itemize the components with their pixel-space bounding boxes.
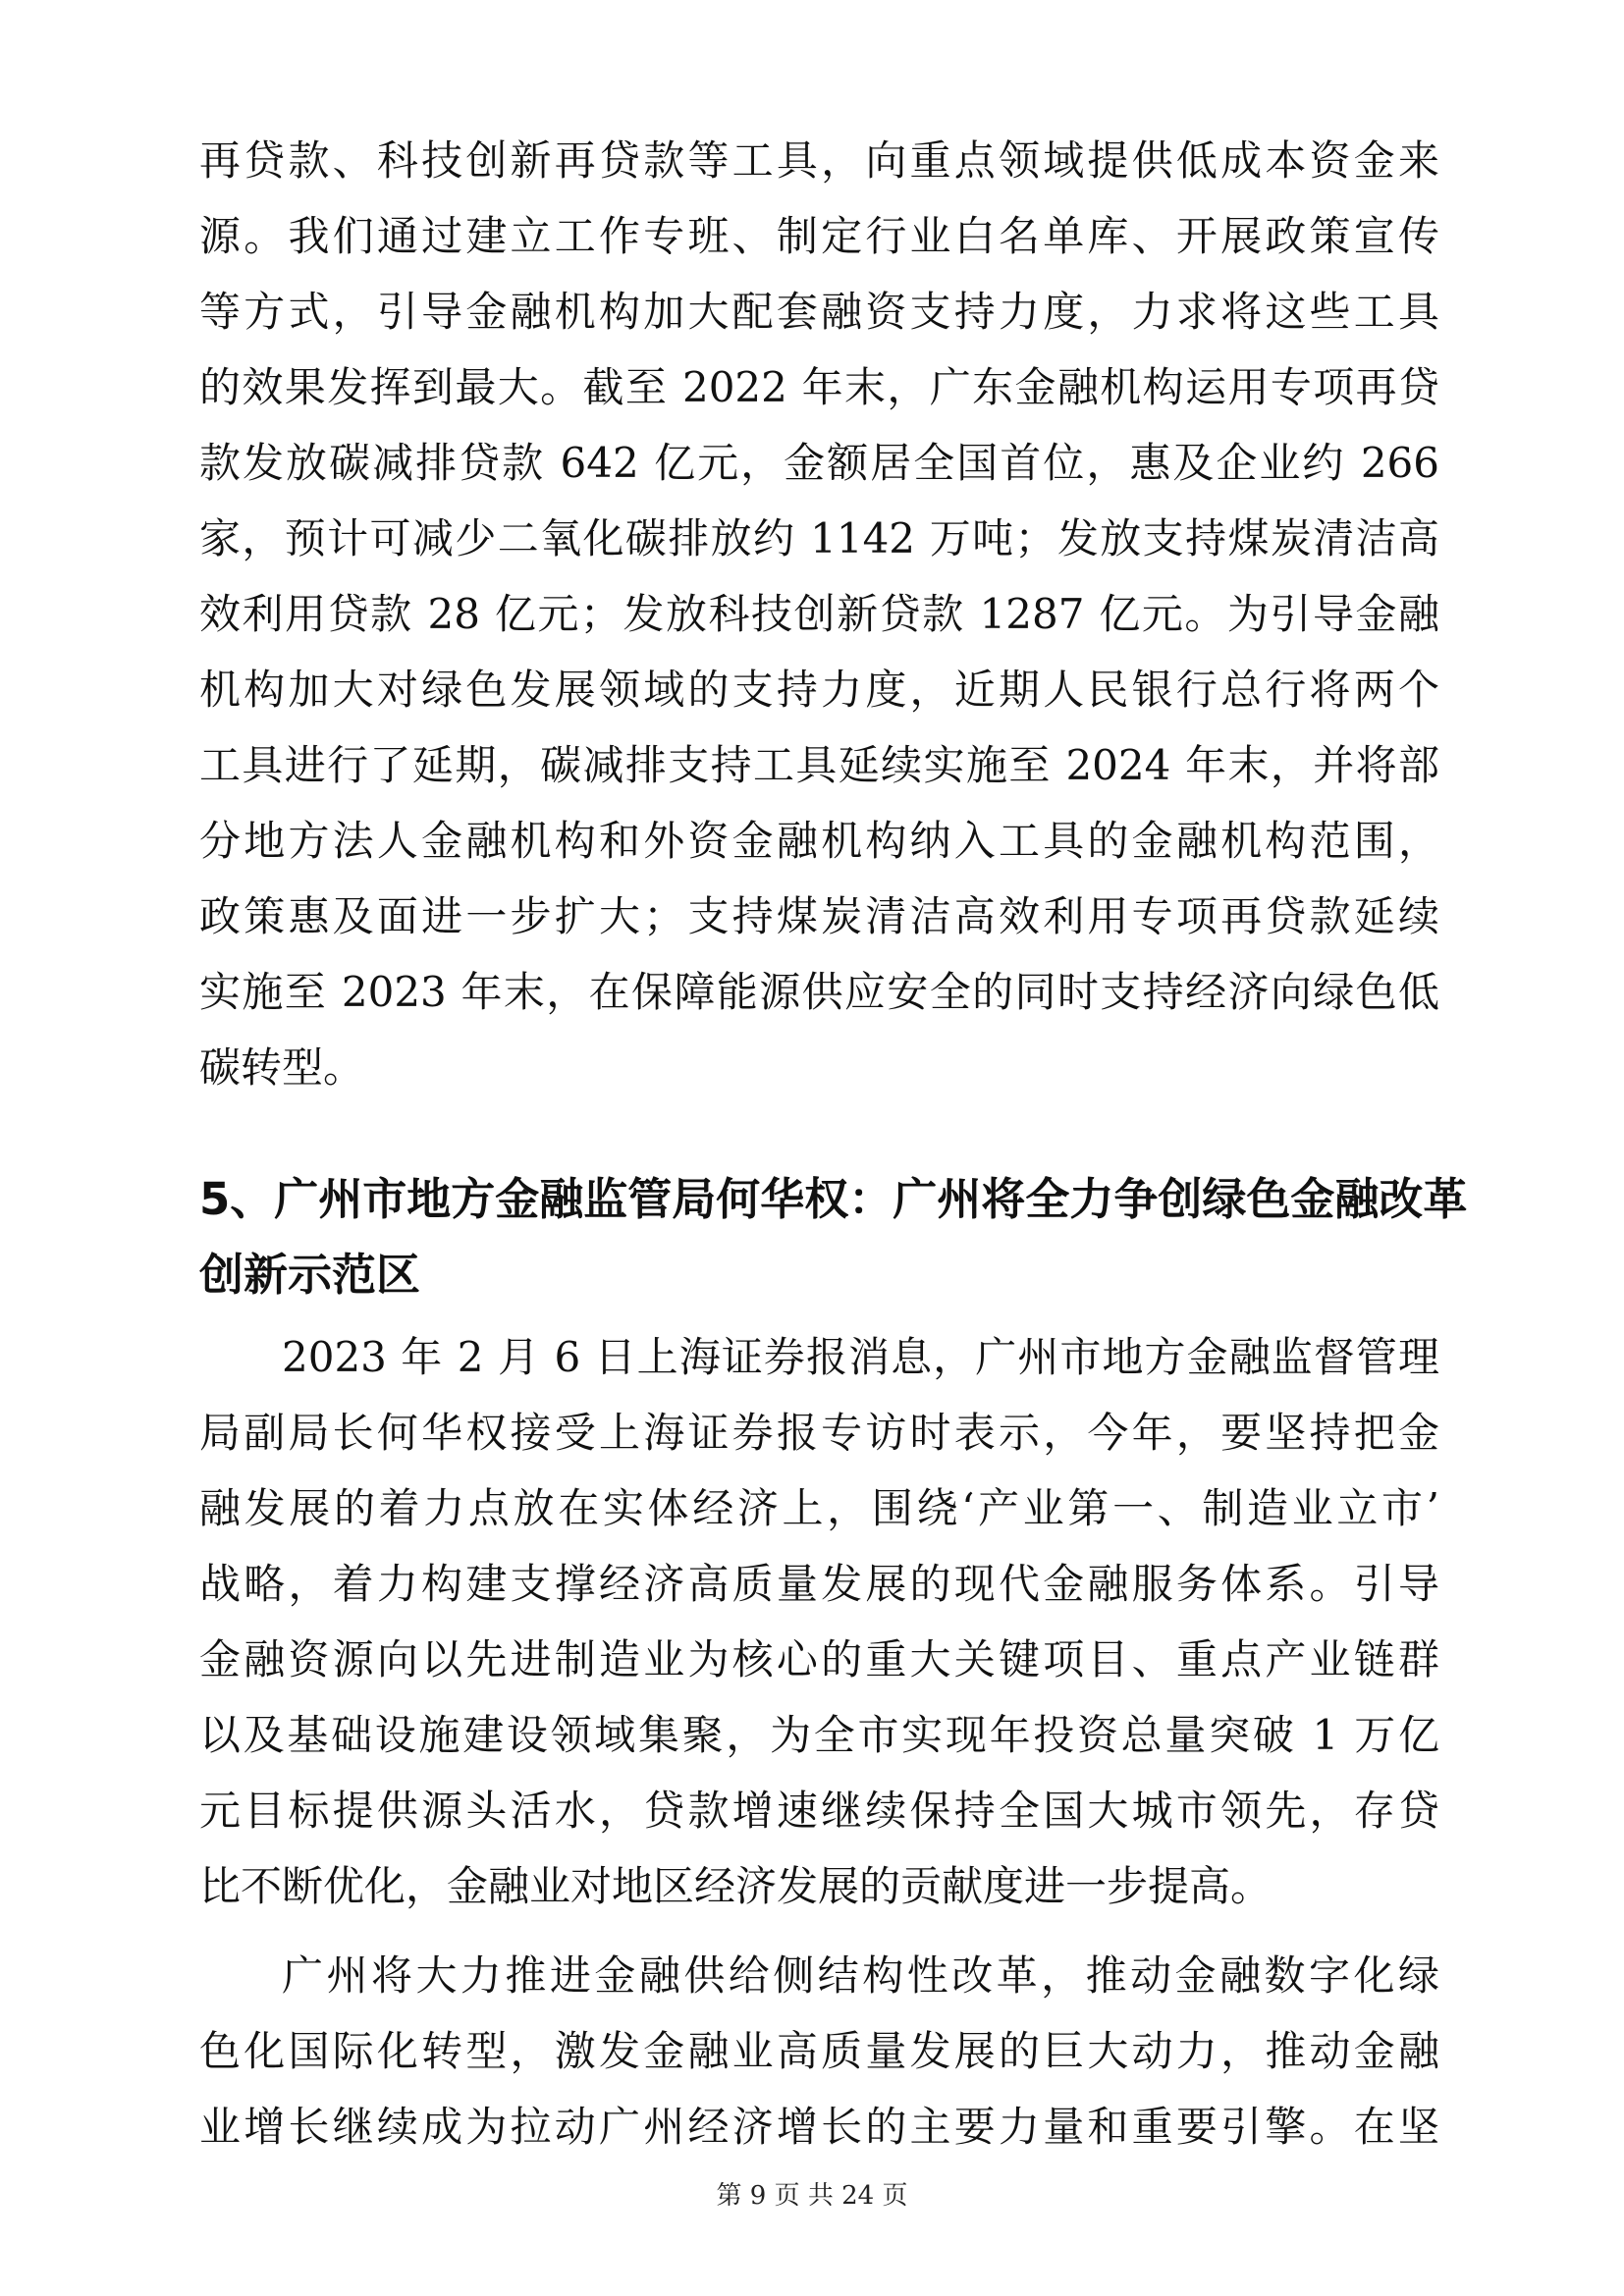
text-line: 等方式，引导金融机构加大配套融资支持力度，力求将这些工具 xyxy=(199,288,1439,336)
text-line: 比不断优化，金融业对地区经济发展的贡献度进一步提高。 xyxy=(199,1862,1272,1910)
text-line: 广州将大力推进金融供给侧结构性改革，推动金融数字化绿 xyxy=(282,1951,1439,2000)
heading-line: 5、广州市地方金融监管局何华权：广州将全力争创绿色金融改革 xyxy=(199,1173,1468,1225)
text-line: 局副局长何华权接受上海证券报专访时表示，今年，要坚持把金 xyxy=(199,1409,1439,1457)
text-line: 元目标提供源头活水，贷款增速继续保持全国大城市领先，存贷 xyxy=(199,1787,1439,1835)
text-line: 实施至 2023 年末，在保障能源供应安全的同时支持经济向绿色低 xyxy=(199,968,1439,1016)
text-line: 融发展的着力点放在实体经济上，围绕‘产业第一、制造业立市’ xyxy=(199,1484,1439,1532)
text-line: 工具进行了延期，碳减排支持工具延续实施至 2024 年末，并将部 xyxy=(199,741,1439,789)
text-line: 机构加大对绿色发展领域的支持力度，近期人民银行总行将两个 xyxy=(199,666,1439,714)
text-line: 战略，着力构建支撑经济高质量发展的现代金融服务体系。引导 xyxy=(199,1560,1439,1608)
text-line: 家，预计可减少二氧化碳排放约 1142 万吨；发放支持煤炭清洁高 xyxy=(199,514,1439,562)
text-line: 金融资源向以先进制造业为核心的重大关键项目、重点产业链群 xyxy=(199,1635,1439,1683)
page-number-footer: 第 9 页 共 24 页 xyxy=(716,2181,908,2211)
text-line: 业增长继续成为拉动广州经济增长的主要力量和重要引擎。在坚 xyxy=(199,2103,1439,2151)
text-line: 效利用贷款 28 亿元；发放科技创新贷款 1287 亿元。为引导金融 xyxy=(199,590,1439,638)
text-line: 再贷款、科技创新再贷款等工具，向重点领域提供低成本资金来 xyxy=(199,136,1439,185)
text-line: 2023 年 2 月 6 日上海证券报消息，广州市地方金融监督管理 xyxy=(282,1333,1439,1381)
text-line: 政策惠及面进一步扩大；支持煤炭清洁高效利用专项再贷款延续 xyxy=(199,892,1439,940)
text-line: 的效果发挥到最大。截至 2022 年末，广东金融机构运用专项再贷 xyxy=(199,363,1439,411)
text-line: 碳转型。 xyxy=(199,1043,365,1092)
text-line: 款发放碳减排贷款 642 亿元，金额居全国首位，惠及企业约 266 xyxy=(199,439,1439,487)
heading-line: 创新示范区 xyxy=(199,1249,421,1301)
text-line: 分地方法人金融机构和外资金融机构纳入工具的金融机构范围， xyxy=(199,817,1439,865)
text-line: 源。我们通过建立工作专班、制定行业白名单库、开展政策宣传 xyxy=(199,212,1439,260)
text-line: 色化国际化转型，激发金融业高质量发展的巨大动力，推动金融 xyxy=(199,2027,1439,2075)
text-line: 以及基础设施建设领域集聚，为全市实现年投资总量突破 1 万亿 xyxy=(199,1711,1439,1759)
